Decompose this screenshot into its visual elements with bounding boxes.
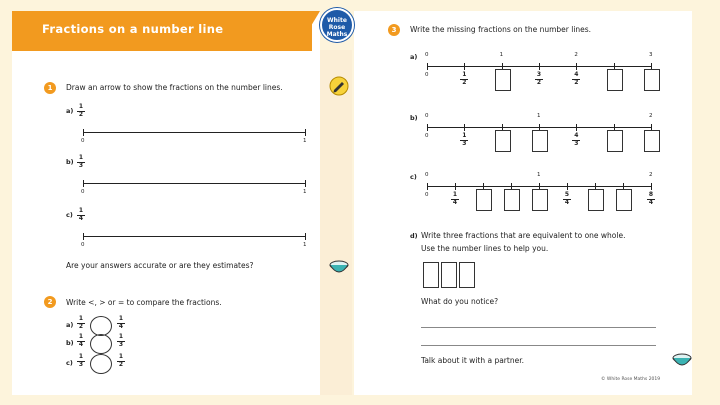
number-line-tick	[427, 183, 428, 190]
tick-label: 3	[649, 52, 653, 58]
question-text: Talk about it with a partner.	[421, 356, 524, 365]
answer-box[interactable]	[616, 189, 632, 211]
answer-box[interactable]	[644, 69, 660, 91]
fraction-denominator: 4	[78, 215, 84, 222]
fraction-denominator: 2	[462, 79, 467, 86]
fraction-denominator: 2	[78, 323, 84, 330]
writing-line[interactable]	[421, 327, 656, 328]
answer-box[interactable]	[532, 130, 548, 152]
number-line-tick	[305, 180, 306, 187]
question-text: Write the missing fractions on the number lines.	[410, 25, 592, 34]
answer-box[interactable]	[495, 130, 511, 152]
fraction	[450, 192, 460, 206]
answer-box[interactable]	[504, 189, 520, 211]
number-line-tick	[305, 233, 306, 240]
bowl-icon	[328, 257, 350, 277]
question-number: 1	[44, 82, 56, 94]
page-title: Fractions on a number line	[42, 22, 224, 36]
answer-box[interactable]	[423, 262, 439, 288]
number-line[interactable]	[83, 132, 306, 133]
fraction-denominator: 4	[118, 323, 124, 330]
fraction-numerator: 8	[648, 191, 654, 198]
fraction-numerator: 1	[452, 191, 458, 198]
number-line-tick	[305, 129, 306, 136]
tick-label: 0	[425, 133, 429, 139]
number-line[interactable]	[83, 183, 306, 184]
part-label: b)	[410, 114, 418, 122]
tick-label: 0	[425, 172, 429, 178]
fraction	[76, 354, 86, 368]
fraction-numerator: 1	[78, 315, 84, 322]
question-number: 3	[388, 24, 400, 36]
part-label: a)	[410, 53, 418, 61]
number-line-tick	[83, 180, 84, 187]
tick-label: 1	[303, 138, 307, 144]
fraction-denominator: 3	[78, 361, 84, 368]
number-line-tick	[651, 183, 652, 190]
part-label: c)	[66, 211, 73, 219]
writing-line[interactable]	[421, 345, 656, 346]
tick-label: 0	[81, 189, 85, 195]
part-label: d)	[410, 232, 418, 240]
number-line-tick	[464, 124, 465, 131]
fraction	[76, 316, 86, 330]
number-line-tick	[83, 233, 84, 240]
fraction	[76, 334, 86, 348]
fraction-numerator: 1	[462, 132, 467, 139]
fraction-denominator: 3	[574, 140, 579, 147]
part-label: c)	[410, 173, 417, 181]
question-text: Are your answers accurate or are they estimates?	[66, 261, 254, 270]
fraction-denominator: 4	[564, 199, 570, 206]
tick-label: 1	[537, 172, 541, 178]
number-line-tick	[427, 124, 428, 131]
tick-label: 1	[499, 52, 504, 58]
answer-box[interactable]	[644, 130, 660, 152]
answer-box[interactable]	[476, 189, 492, 211]
fraction	[116, 316, 126, 330]
tick-label: 0	[425, 113, 429, 119]
fraction-denominator: 2	[78, 111, 84, 118]
answer-box[interactable]	[459, 262, 475, 288]
fraction-denominator: 3	[462, 140, 467, 147]
answer-box[interactable]	[532, 189, 548, 211]
fraction	[76, 104, 86, 118]
fraction-numerator: 5	[564, 191, 570, 198]
fraction-denominator: 3	[118, 341, 124, 348]
answer-box[interactable]	[607, 69, 623, 91]
answer-box[interactable]	[588, 189, 604, 211]
number-line-tick	[567, 183, 568, 190]
question-text: Write three fractions that are equivalent to one whole.	[421, 231, 626, 240]
fraction-numerator: 1	[462, 71, 467, 78]
fraction-numerator: 1	[78, 154, 84, 161]
left-page	[12, 11, 320, 395]
fraction-numerator: 4	[574, 71, 579, 78]
fraction	[571, 133, 581, 147]
question-text: Write <, > or = to compare the fractions.	[66, 298, 222, 307]
fraction	[534, 72, 544, 86]
answer-box[interactable]	[495, 69, 511, 91]
fraction	[116, 334, 126, 348]
tick-label: 2	[574, 52, 578, 58]
fraction-denominator: 3	[78, 162, 84, 169]
answer-box[interactable]	[441, 262, 457, 288]
fraction	[459, 133, 469, 147]
question-text: Draw an arrow to show the fractions on the number lines.	[66, 83, 283, 92]
hint-text: Use the number lines to help you.	[421, 244, 549, 253]
tick-label: 0	[425, 52, 429, 58]
number-line[interactable]	[83, 236, 306, 237]
margin-strip	[320, 50, 352, 395]
tick-label: 0	[425, 72, 429, 78]
compare-circle[interactable]	[90, 354, 112, 374]
white-rose-logo: White Rose Maths	[320, 8, 354, 42]
fraction-denominator: 2	[574, 79, 579, 86]
fraction-denominator: 4	[452, 199, 458, 206]
fraction-denominator: 4	[78, 341, 84, 348]
fraction-numerator: 1	[118, 333, 124, 340]
fraction-numerator: 1	[78, 207, 84, 214]
compare-circle[interactable]	[90, 334, 112, 354]
tick-label: 1	[303, 189, 307, 195]
number-line-tick	[83, 129, 84, 136]
fraction-denominator: 2	[118, 361, 124, 368]
part-label: a)	[66, 321, 74, 329]
fraction-numerator: 1	[118, 315, 124, 322]
part-label: b)	[66, 339, 74, 347]
number-line-tick	[576, 63, 577, 70]
question-number: 2	[44, 296, 56, 308]
right-page	[354, 11, 692, 395]
number-line-tick	[539, 63, 540, 70]
fraction	[76, 208, 86, 222]
number-line-tick	[427, 63, 428, 70]
part-label: c)	[66, 359, 73, 367]
fraction	[116, 354, 126, 368]
part-label: a)	[66, 107, 74, 115]
fraction	[571, 72, 581, 86]
fraction-numerator: 4	[574, 132, 579, 139]
number-line-tick	[464, 63, 465, 70]
tick-label: 2	[649, 172, 653, 178]
number-line-tick	[576, 124, 577, 131]
bowl-icon	[671, 350, 693, 370]
fraction	[459, 72, 469, 86]
fraction-denominator: 2	[536, 79, 542, 86]
number-line-tick	[455, 183, 456, 190]
tick-label: 0	[425, 192, 429, 198]
fraction-numerator: 3	[536, 71, 542, 78]
compare-circle[interactable]	[90, 316, 112, 336]
tick-label: 0	[81, 138, 85, 144]
question-text: What do you notice?	[421, 297, 499, 306]
copyright: © White Rose Maths 2019	[601, 377, 661, 382]
tick-label: 2	[649, 113, 653, 119]
pencil-icon	[329, 76, 349, 96]
fraction-numerator: 1	[78, 333, 84, 340]
fraction-numerator: 1	[78, 353, 84, 360]
fraction	[562, 192, 572, 206]
fraction	[76, 155, 86, 169]
tick-label: 1	[537, 113, 541, 119]
tick-label: 1	[303, 242, 307, 248]
fraction	[646, 192, 656, 206]
fraction-denominator: 4	[648, 199, 654, 206]
fraction-numerator: 1	[118, 353, 124, 360]
fraction-numerator: 1	[78, 103, 84, 110]
answer-box[interactable]	[607, 130, 623, 152]
part-label: b)	[66, 158, 74, 166]
tick-label: 0	[81, 242, 85, 248]
